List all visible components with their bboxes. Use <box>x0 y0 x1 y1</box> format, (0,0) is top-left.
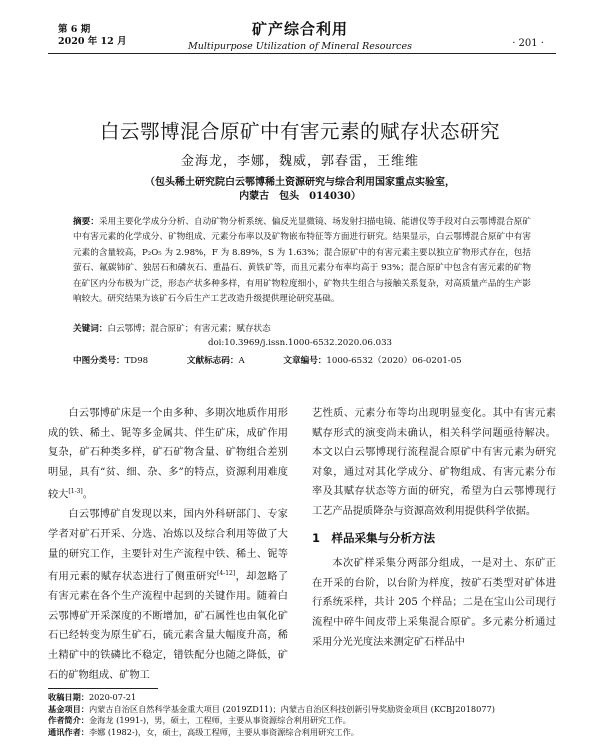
keywords-text: 白云鄂博；混合原矿；有害元素；赋存状态 <box>107 324 271 334</box>
footnotes <box>48 692 560 738</box>
corresponding-author: 通讯作者：李娜 (1982-)，女，硕士，高级工程师，主要从事资源综合利用研究工作。 <box>48 726 359 737</box>
header-rule <box>48 53 556 54</box>
paragraph: 白云鄂博矿床是一个由多种、多期次地质作用形成的铁、稀土、铌等多金属共、伴生矿床，成矿作用复杂，矿石种类多样，矿石矿物含量、矿物组合差别明显，具有“贫、细、杂、多”的特点，资源利用难度较大[1-3]。 <box>48 408 288 501</box>
keywords <box>73 322 531 336</box>
body-left-column <box>48 404 288 685</box>
doc-code-label: 文献标志码： <box>186 356 239 366</box>
affiliation-line-1: （包头稀土研究院白云鄂博稀土资源研究与综合利用国家重点实验室， <box>145 177 455 188</box>
author-list: 金海龙，李娜，魏威，郭春雷，王维维 <box>180 154 419 169</box>
classification-line <box>73 354 543 366</box>
abstract-label: 摘要： <box>73 217 99 227</box>
page-number: · 201 · <box>512 38 544 49</box>
issue-number: 第 6 期 <box>58 24 91 35</box>
doc-code-value: A <box>238 356 245 366</box>
affiliation-line-2: 内蒙古 包头 014030） <box>239 191 361 202</box>
fund-info: 基金项目：内蒙古自治区自然科学基金重大项目 (2019ZD11)；内蒙古自治区科技创新引导奖励资金项目 (KCBJ2018077) <box>48 703 495 714</box>
abstract-text: 采用主要化学成分分析、自动矿物分析系统、偏反光显微镜、场发射扫描电镜、能谱仪等手段对白云鄂博混合原矿中有害元素的化学成分、矿物组成、元素分布率以及矿物嵌布特征等方面进行研究。结果显示，白云鄂博混合原矿中有害元素的含量较高，P₂O₅ 为 2.98%，F 为 8.89%，S 为 1.63%；混合原矿中的有害元素主要以独立矿物形式存在，包括萤石、氟碳铈矿、独居石和磷灰石、重晶石、黄铁矿等，而且元素分布率均高于 93%；混合原矿中包含有害元素的矿物在矿区内分布极为广泛，形态产状多种多样，有用矿物粒度细小，矿物共生组合与接触关系复杂，对高质量产品的生产影响较大。研究结果为该矿石今后生产工艺改造升级提供理论研究基础。 <box>73 217 531 305</box>
doi: doi:10.3969/j.issn.1000-6532.2020.06.033 <box>207 338 393 348</box>
section-heading: 1 样品采集与分析方法 <box>312 530 436 545</box>
clc-label: 中图分类号： <box>73 356 125 366</box>
article-number-value: 1000-6532（2020）06-0201-05 <box>326 356 462 366</box>
journal-title-cn: 矿产综合利用 <box>251 20 348 38</box>
journal-title-en: Multipurpose Utilization of Mineral Resources <box>188 41 412 52</box>
received-date: 收稿日期：2020-07-21 <box>48 692 137 702</box>
citation: [1-3] <box>68 488 83 496</box>
doc-code <box>187 356 263 366</box>
issue-date: 2020 年 12 月 <box>58 36 127 47</box>
body-right-column <box>312 404 556 652</box>
affiliation <box>0 176 600 204</box>
abstract <box>73 215 531 307</box>
author-bio: 作者简介：金海龙 (1991-)，男，硕士，工程师，主要从事资源综合利用研究工作。 <box>48 715 351 725</box>
article-title: 白云鄂博混合原矿中有害元素的赋存状态研究 <box>99 120 500 143</box>
citation: [4-12] <box>217 570 236 578</box>
clc-value: TD98 <box>124 356 149 366</box>
article-number <box>283 356 479 366</box>
keywords-label: 关键词： <box>73 324 108 334</box>
paragraph: 白云鄂博矿自发现以来，国内外科研部门、专家学者对矿石开采、分选、冶炼以及综合利用等做了大量的研究工作，主要针对生产流程中铁、稀土、铌等有用元素的赋存状态进行了侧重研究[4-12]，却忽略了有害元素在各个生产流程中起到的关键作用。随着白云鄂博矿开采深度的不断增加，矿石属性也由氧化矿石已经转变为原生矿石，硫元素含量大幅度升高，稀土精矿中的铁磷比不稳定，错铁配分也随之降低，矿石的矿物组成、矿物工 <box>48 509 289 681</box>
clc <box>73 356 166 366</box>
article-number-label: 文章编号： <box>283 356 327 366</box>
paragraph: 本次矿样采集分两部分组成，一是对土、东矿正在开采的台阶，以台阶为样度，按矿石类型对矿体进行系统采样，共计 205 个样品；二是在宝山公司现行流程中碎牛间皮带上采集混合原矿。多元素分析通过采用分光光度法来测定矿石样品中 <box>312 558 556 648</box>
footnote-rule <box>48 688 158 689</box>
paragraph: 艺性质、元素分布等均出现明显变化。其中有害元素赋存形式的演变尚未确认，相关科学问题亟待解决。本文以白云鄂博现行流程混合原矿中有害元素为研究对象，通过对其化学成分、矿物组成、有害元素分布率及其赋存状态等方面的研究，希望为白云鄂博现行工艺产品提质降杂与资源高效利用提供科学依据。 <box>312 408 556 517</box>
journal-header <box>0 18 600 52</box>
